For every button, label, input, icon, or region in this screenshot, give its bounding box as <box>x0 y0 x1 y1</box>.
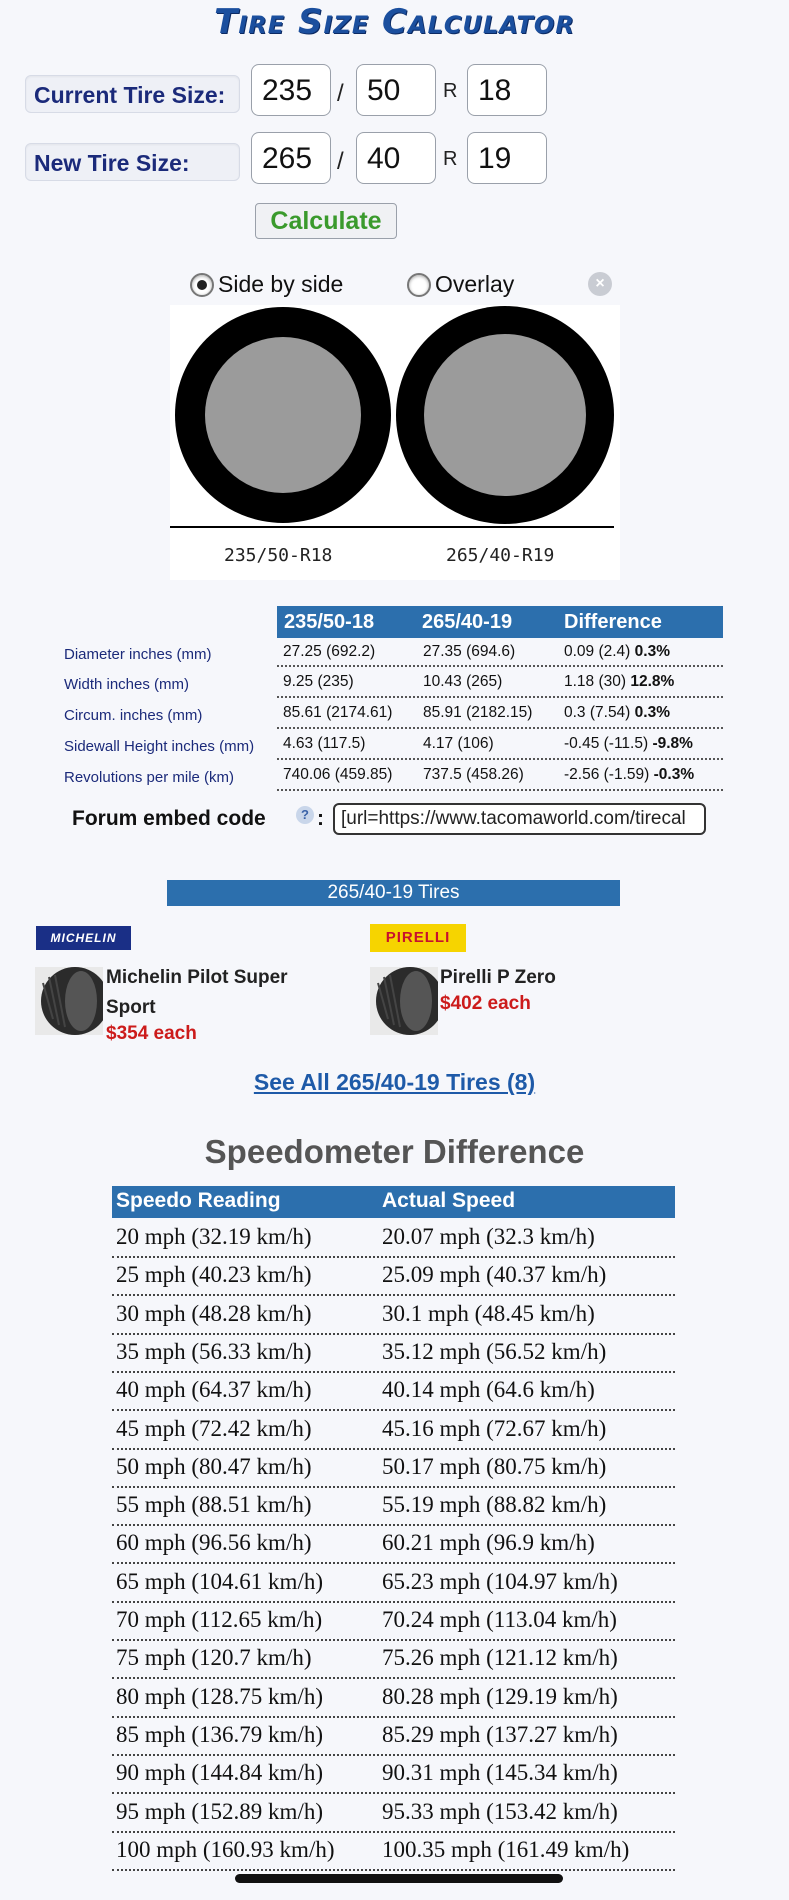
cell-sidewall-b: 4.17 (106) <box>423 735 494 752</box>
new-ratio-input[interactable]: 40 <box>356 132 436 184</box>
cell-diameter-a: 27.25 (692.2) <box>283 643 376 660</box>
diff-pct: 12.8% <box>630 673 675 690</box>
speedo-actual-cell: 20.07 mph (32.3 km/h) <box>382 1224 595 1249</box>
row-label-revolutions: Revolutions per mile (km) <box>64 769 235 786</box>
pirelli-product[interactable] <box>440 963 660 1015</box>
product-name-line2[interactable]: Sport <box>106 997 156 1018</box>
speedo-row <box>112 1412 675 1450</box>
row-label-width: Width inches (mm) <box>64 676 190 693</box>
speedo-row <box>112 1220 675 1258</box>
forum-embed-input[interactable]: [url=https://www.tacomaworld.com/tirecal <box>333 803 706 835</box>
tires-section-header: 265/40-19 Tires <box>167 880 620 906</box>
tire-thumbnail-icon <box>35 967 103 1035</box>
row-divider <box>277 665 723 667</box>
speedo-reading-cell: 40 mph (64.37 km/h) <box>116 1377 312 1403</box>
speedo-row <box>112 1565 675 1603</box>
current-ratio-input[interactable]: 50 <box>356 64 436 116</box>
speedo-actual-cell: 90.31 mph (145.34 km/h) <box>382 1760 618 1786</box>
speedo-reading-cell: 70 mph (112.65 km/h) <box>116 1607 323 1632</box>
new-tire-size-label: New Tire Size: <box>25 143 240 181</box>
product-name-line1[interactable]: Pirelli P Zero <box>440 967 556 988</box>
cell-rev-b: 737.5 (458.26) <box>423 766 524 783</box>
pirelli-logo: PIRELLI <box>370 924 466 952</box>
cell-circum-diff <box>564 704 670 722</box>
current-rim-input[interactable]: 18 <box>467 64 547 116</box>
row-divider <box>277 727 723 729</box>
speedo-actual-cell: 55.19 mph (88.82 km/h) <box>382 1492 607 1518</box>
cell-width-b: 10.43 (265) <box>423 673 503 690</box>
see-all-tires-link[interactable]: See All 265/40-19 Tires (8) <box>253 1069 536 1095</box>
speedo-actual-cell: 30.1 mph (48.45 km/h) <box>382 1300 595 1326</box>
speedo-row <box>112 1603 675 1641</box>
speedo-reading-cell: 30 mph (48.28 km/h) <box>116 1300 312 1326</box>
cell-circum-b: 85.91 (2182.15) <box>423 704 533 721</box>
speedo-row <box>112 1680 675 1718</box>
overlay-radio[interactable] <box>407 273 431 297</box>
diff-value: 1.18 (30) <box>564 673 627 690</box>
diff-pct: 0.3% <box>634 643 671 660</box>
speedo-actual-cell: 45.16 mph (72.67 km/h) <box>382 1415 607 1441</box>
row-divider <box>277 758 723 760</box>
tire-thumbnail-icon <box>370 967 438 1035</box>
row-label-diameter: Diameter inches (mm) <box>64 646 212 663</box>
speedo-reading-cell: 100 mph (160.93 km/h) <box>116 1836 335 1862</box>
cell-diameter-b: 27.35 (694.6) <box>423 643 516 660</box>
speedo-reading-cell: 60 mph (96.56 km/h) <box>116 1530 312 1556</box>
speedo-reading-cell: 25 mph (40.23 km/h) <box>116 1262 312 1288</box>
cell-width-a: 9.25 (235) <box>283 673 354 690</box>
speedo-reading-cell: 75 mph (120.7 km/h) <box>116 1645 312 1671</box>
speedo-row <box>112 1756 675 1794</box>
speedo-reading-cell: 35 mph (56.33 km/h) <box>116 1338 312 1364</box>
side-by-side-radio[interactable] <box>190 273 214 297</box>
speedo-row <box>112 1795 675 1833</box>
speedo-reading-cell: 45 mph (72.42 km/h) <box>116 1415 312 1441</box>
speedo-reading-cell: 20 mph (32.19 km/h) <box>116 1224 312 1249</box>
home-indicator <box>235 1874 563 1883</box>
cell-width-diff <box>564 673 674 691</box>
side-by-side-option[interactable] <box>190 271 343 298</box>
diff-value: 0.3 (7.54) <box>564 704 631 721</box>
forum-embed-label: Forum embed code <box>72 807 266 830</box>
speedo-row <box>112 1718 675 1756</box>
new-tire-rim <box>424 334 586 496</box>
michelin-product[interactable] <box>106 963 326 1045</box>
speedo-row <box>112 1258 675 1296</box>
speedo-reading-cell: 85 mph (136.79 km/h) <box>116 1721 323 1747</box>
cell-rev-a: 740.06 (459.85) <box>283 766 393 783</box>
current-width-input[interactable]: 235 <box>251 64 331 116</box>
row-label-circumference: Circum. inches (mm) <box>64 707 203 724</box>
cell-rev-diff <box>564 766 694 784</box>
speedo-header <box>112 1186 675 1218</box>
close-icon[interactable]: × <box>588 272 612 296</box>
current-slash: / <box>337 80 344 107</box>
speedo-reading-cell: 80 mph (128.75 km/h) <box>116 1683 323 1709</box>
forum-colon: : <box>317 807 324 830</box>
speedo-actual-cell: 100.35 mph (161.49 km/h) <box>382 1836 630 1862</box>
diff-value: -2.56 (-1.59) <box>564 766 650 783</box>
header-new: 265/40-19 <box>422 611 513 633</box>
speedo-row <box>112 1450 675 1488</box>
current-tire-caption: 235/50-R18 <box>224 545 333 566</box>
speedo-reading-cell: 55 mph (88.51 km/h) <box>116 1492 312 1518</box>
new-width-input[interactable]: 265 <box>251 132 331 184</box>
comparison-header <box>277 606 723 638</box>
row-divider <box>277 696 723 698</box>
new-r-label: R <box>443 148 458 170</box>
new-rim-input[interactable]: 19 <box>467 132 547 184</box>
speedo-row <box>112 1373 675 1411</box>
speedo-row <box>112 1526 675 1564</box>
michelin-tire-image[interactable] <box>35 967 103 1035</box>
speedo-reading-cell: 65 mph (104.61 km/h) <box>116 1568 323 1594</box>
cell-sidewall-diff <box>564 735 693 753</box>
speedo-row <box>112 1297 675 1335</box>
current-r-label: R <box>443 80 458 102</box>
tire-diagram-svg <box>170 305 620 580</box>
michelin-logo: MICHELIN <box>36 926 131 950</box>
speedo-actual-cell: 70.24 mph (113.04 km/h) <box>382 1607 617 1632</box>
help-icon[interactable]: ? <box>296 806 314 824</box>
speedo-reading-cell: 50 mph (80.47 km/h) <box>116 1453 312 1479</box>
overlay-option[interactable] <box>407 271 514 298</box>
product-price: $402 each <box>440 993 531 1014</box>
tire-comparison-graphic <box>170 305 620 580</box>
speedo-row <box>112 1335 675 1373</box>
speedo-actual-cell: 80.28 mph (129.19 km/h) <box>382 1683 618 1709</box>
new-tire-caption: 265/40-R19 <box>446 545 555 566</box>
side-by-side-label: Side by side <box>218 271 344 297</box>
speedo-row <box>112 1488 675 1526</box>
speedo-actual-cell: 85.29 mph (137.27 km/h) <box>382 1721 618 1747</box>
speedo-actual-cell: 50.17 mph (80.75 km/h) <box>382 1453 607 1479</box>
speedo-actual-cell: 95.33 mph (153.42 km/h) <box>382 1798 618 1824</box>
speedo-reading-cell: 95 mph (152.89 km/h) <box>116 1798 323 1824</box>
row-divider <box>277 789 723 791</box>
speedo-actual-cell: 25.09 mph (40.37 km/h) <box>382 1262 607 1288</box>
cell-circum-a: 85.61 (2174.61) <box>283 704 393 721</box>
diff-value: -0.45 (-11.5) <box>564 735 649 752</box>
cell-sidewall-a: 4.63 (117.5) <box>283 735 366 752</box>
current-tire-size-label: Current Tire Size: <box>25 75 240 113</box>
speedo-actual-cell: 60.21 mph (96.9 km/h) <box>382 1530 595 1556</box>
header-current: 235/50-18 <box>284 611 375 633</box>
speedo-actual-cell: 35.12 mph (56.52 km/h) <box>382 1338 607 1364</box>
diff-pct: -0.3% <box>653 766 695 783</box>
new-slash: / <box>337 148 344 175</box>
row-label-sidewall: Sidewall Height inches (mm) <box>64 738 255 755</box>
diff-pct: -9.8% <box>652 735 693 752</box>
product-name-line1[interactable]: Michelin Pilot Super <box>106 967 288 988</box>
header-difference: Difference <box>564 611 662 633</box>
speedo-header-actual: Actual Speed <box>382 1189 516 1212</box>
cell-diameter-diff <box>564 643 670 661</box>
overlay-label: Overlay <box>435 271 515 297</box>
current-tire-rim <box>205 337 361 493</box>
calculate-button[interactable]: Calculate <box>255 203 397 239</box>
speedo-actual-cell: 75.26 mph (121.12 km/h) <box>382 1645 618 1671</box>
speedo-actual-cell: 40.14 mph (64.6 km/h) <box>382 1377 595 1403</box>
speedo-row <box>112 1833 675 1871</box>
diff-value: 0.09 (2.4) <box>564 643 631 660</box>
product-price: $354 each <box>106 1023 197 1044</box>
diff-pct: 0.3% <box>634 704 671 721</box>
pirelli-tire-image[interactable] <box>370 967 438 1035</box>
page-title: Tire Size Calculator <box>214 2 575 42</box>
speedo-header-reading: Speedo Reading <box>116 1189 281 1212</box>
speedo-reading-cell: 90 mph (144.84 km/h) <box>116 1760 323 1786</box>
speedometer-title: Speedometer Difference <box>204 1133 585 1170</box>
speedo-actual-cell: 65.23 mph (104.97 km/h) <box>382 1568 618 1594</box>
speedo-row <box>112 1641 675 1679</box>
